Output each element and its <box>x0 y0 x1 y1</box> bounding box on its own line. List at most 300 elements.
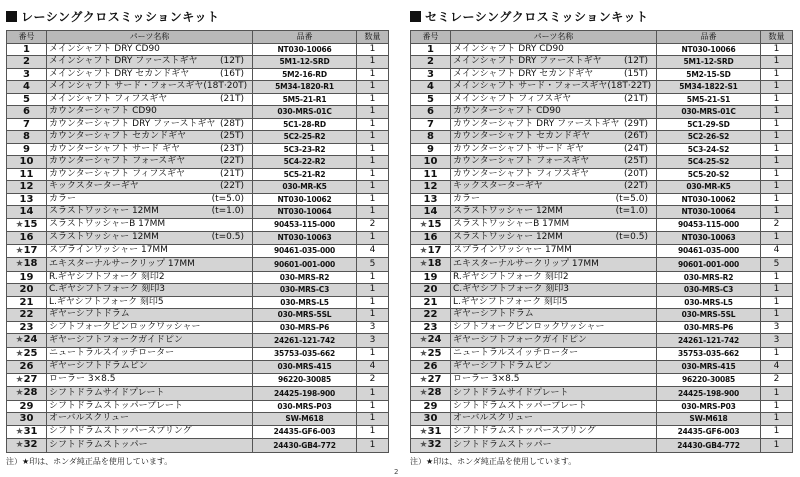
part-name <box>47 296 253 309</box>
part-name <box>451 168 657 181</box>
header-part: 品番 <box>253 31 357 44</box>
row-number <box>411 156 451 169</box>
part-spec: (18T·20T) <box>203 81 248 91</box>
part-spec: (22T) <box>624 181 648 191</box>
quantity: 1 <box>357 131 389 144</box>
quantity: 1 <box>357 425 389 439</box>
part-spec: (26T) <box>624 131 648 141</box>
table-row <box>7 373 389 387</box>
row-number <box>7 43 47 56</box>
part-name-text: カウンターシャフト フィフスギヤ <box>453 168 590 179</box>
part-name-text: カウンターシャフト フォースギヤ <box>49 156 186 166</box>
quantity: 2 <box>761 373 793 387</box>
row-number-text: 28 <box>23 387 38 398</box>
part-name <box>451 309 657 322</box>
table-row <box>411 400 793 413</box>
row-number-text: 19 <box>423 271 438 283</box>
part-spec: (t=5.0) <box>211 193 244 204</box>
quantity: 1 <box>357 118 389 131</box>
quantity: 1 <box>357 413 389 426</box>
part-name <box>451 387 657 401</box>
part-number: 5C3-23-R2 <box>253 143 357 156</box>
quantity: 1 <box>761 296 793 309</box>
part-number: NT030-10062 <box>253 193 357 206</box>
quantity: 4 <box>761 361 793 374</box>
part-number: 030-MRS-5SL <box>657 309 761 322</box>
part-name-text: カウンターシャフト セカンドギヤ <box>453 131 591 141</box>
row-number <box>411 413 451 426</box>
header-qty: 数量 <box>761 31 793 44</box>
part-number: 030-MRS-C3 <box>657 284 761 297</box>
table-row <box>411 309 793 322</box>
row-number-text: 11 <box>423 168 438 180</box>
part-name-text: カウンターシャフト DRY ファーストギヤ <box>49 118 216 129</box>
star-icon: ★ <box>419 335 428 345</box>
quantity: 1 <box>761 387 793 401</box>
row-number-text: 9 <box>427 143 434 155</box>
row-number <box>7 131 47 144</box>
row-number-text: 1 <box>23 43 30 55</box>
row-number <box>411 425 451 439</box>
part-name-text: カウンターシャフト フォースギヤ <box>453 156 590 166</box>
row-number-text: 9 <box>23 143 30 155</box>
part-number: 030-MRS-C3 <box>253 284 357 297</box>
part-name-text: カウンターシャフト DRY ファーストギヤ <box>453 118 620 129</box>
row-number-text: 23 <box>423 321 438 333</box>
quantity: 1 <box>357 309 389 322</box>
quantity: 1 <box>357 56 389 69</box>
table-row <box>411 387 793 401</box>
part-name <box>451 68 657 81</box>
part-number: 24425-198-900 <box>253 387 357 401</box>
row-number-text: 10 <box>19 156 34 167</box>
quantity: 1 <box>357 81 389 94</box>
part-name-text: ニュートラルスイッチローター <box>453 348 579 358</box>
part-name <box>47 400 253 413</box>
row-number <box>7 387 47 401</box>
part-name-text: カラー <box>49 193 77 204</box>
quantity: 1 <box>761 106 793 119</box>
panel-title-text: レーシングクロスミッションキット <box>21 9 220 24</box>
table-row <box>411 321 793 334</box>
part-spec: (15T) <box>624 68 648 79</box>
part-name <box>451 218 657 232</box>
row-number <box>7 334 47 348</box>
part-name-text: スプラインワッシャー 17MM <box>453 245 572 255</box>
part-number: 030-MRS-P03 <box>253 400 357 413</box>
part-number: 90453-115-000 <box>657 218 761 232</box>
parts-table <box>410 30 793 453</box>
row-number-text: 17 <box>23 244 38 256</box>
panel-title <box>6 6 388 26</box>
part-number: 5M1-12-SRD <box>657 56 761 69</box>
quantity: 1 <box>761 68 793 81</box>
part-number: 030-MRS-415 <box>657 361 761 374</box>
part-name <box>47 118 253 131</box>
part-number: 90601-001-000 <box>253 258 357 272</box>
row-number-text: 29 <box>423 400 438 412</box>
table-row <box>7 56 389 69</box>
table-body <box>7 43 389 452</box>
table-row <box>411 206 793 219</box>
part-name-text: カウンターシャフト サード ギヤ <box>49 143 181 154</box>
part-name <box>47 93 253 106</box>
table-row <box>411 244 793 258</box>
part-name-text: ギヤーシフトフォークガイドピン <box>49 334 183 345</box>
quantity: 1 <box>357 68 389 81</box>
part-name-text: メインシャフト フィフスギヤ <box>49 93 168 104</box>
part-name-text: スラストワッシャー 12MM <box>453 206 563 216</box>
star-icon: ★ <box>419 219 428 230</box>
part-name <box>47 347 253 361</box>
part-name <box>451 232 657 245</box>
row-number <box>7 373 47 387</box>
row-number <box>411 106 451 119</box>
quantity: 1 <box>761 131 793 144</box>
row-number-text: 13 <box>423 193 438 205</box>
part-spec: (22T) <box>220 156 244 166</box>
part-name <box>47 43 253 56</box>
row-number-text: 3 <box>427 68 434 80</box>
row-number <box>7 284 47 297</box>
part-number: 24435-GF6-003 <box>657 425 761 439</box>
table-row <box>7 334 389 348</box>
row-number-text: 32 <box>23 439 38 450</box>
part-number: 030-MRS-P03 <box>657 400 761 413</box>
star-icon: ★ <box>419 426 428 437</box>
part-name-text: ギヤーシフトドラム <box>49 309 130 319</box>
star-icon: ★ <box>15 440 24 450</box>
quantity: 1 <box>761 181 793 194</box>
part-spec: (28T) <box>220 118 244 129</box>
part-name-text: カウンターシャフト サード ギヤ <box>453 143 585 154</box>
black-square-icon <box>410 11 421 22</box>
row-number <box>411 271 451 284</box>
table-row <box>7 193 389 206</box>
table-row <box>411 413 793 426</box>
row-number <box>411 296 451 309</box>
row-number <box>7 143 47 156</box>
part-name <box>47 131 253 144</box>
part-name-text: カラー <box>453 193 481 204</box>
row-number <box>411 206 451 219</box>
table-row <box>7 309 389 322</box>
quantity: 1 <box>761 93 793 106</box>
row-number <box>7 56 47 69</box>
row-number <box>411 93 451 106</box>
star-icon: ★ <box>15 348 24 359</box>
quantity: 1 <box>761 81 793 94</box>
table-row <box>7 296 389 309</box>
row-number-text: 3 <box>23 68 30 80</box>
part-name <box>47 361 253 374</box>
star-icon: ★ <box>419 348 428 359</box>
quantity: 1 <box>761 43 793 56</box>
part-name-text: ギヤーシフトドラムピン <box>49 361 148 371</box>
row-number-text: 6 <box>23 106 30 117</box>
part-name <box>47 284 253 297</box>
quantity: 1 <box>357 296 389 309</box>
part-name <box>451 425 657 439</box>
part-name-text: メインシャフト DRY ファーストギヤ <box>453 56 602 66</box>
part-name <box>47 193 253 206</box>
part-name <box>47 373 253 387</box>
part-name-text: シフトドラムストッパー <box>453 439 552 450</box>
row-number-text: 5 <box>427 93 434 105</box>
star-icon: ★ <box>419 259 428 269</box>
quantity: 4 <box>357 361 389 374</box>
part-name <box>451 347 657 361</box>
part-name-text: R.ギヤシフトフォーク 刻印2 <box>453 271 569 282</box>
part-name-text: メインシャフト DRY CD90 <box>453 43 564 54</box>
part-name-text: シフトドラムストッパープレート <box>49 400 183 411</box>
row-number-text: 4 <box>427 81 434 92</box>
part-name <box>451 93 657 106</box>
part-number: 5M2-15-SD <box>657 68 761 81</box>
row-number <box>411 56 451 69</box>
part-name-text: メインシャフト フィフスギヤ <box>453 93 572 104</box>
part-name <box>451 131 657 144</box>
part-name <box>47 258 253 272</box>
part-spec: (t=0.5) <box>211 232 244 242</box>
row-number <box>411 193 451 206</box>
part-name <box>47 387 253 401</box>
part-spec: (t=0.5) <box>615 232 648 242</box>
quantity: 1 <box>357 271 389 284</box>
part-name <box>451 81 657 94</box>
quantity: 1 <box>761 347 793 361</box>
part-name-text: メインシャフト DRY CD90 <box>49 43 160 54</box>
part-number: SW-M618 <box>657 413 761 426</box>
row-number-text: 28 <box>427 387 442 398</box>
quantity: 1 <box>761 156 793 169</box>
table-row <box>411 296 793 309</box>
part-number: 90461-035-000 <box>657 244 761 258</box>
quantity: 2 <box>761 218 793 232</box>
part-name <box>47 413 253 426</box>
table-row <box>411 131 793 144</box>
part-name <box>451 400 657 413</box>
part-name <box>451 296 657 309</box>
quantity: 1 <box>357 168 389 181</box>
table-row <box>411 347 793 361</box>
part-number: 5C1-28-RD <box>253 118 357 131</box>
row-number <box>411 81 451 94</box>
part-name-text: スラストワッシャー 12MM <box>453 232 563 242</box>
part-name-text: シフトフォークピンロックワッシャー <box>49 321 201 332</box>
part-spec: (12T) <box>624 56 648 66</box>
row-number <box>411 258 451 272</box>
table-row <box>7 156 389 169</box>
semi-racing-kit-panel <box>410 6 792 467</box>
part-number: 5M5-21-S1 <box>657 93 761 106</box>
part-number: 030-MRS-415 <box>253 361 357 374</box>
part-name <box>47 68 253 81</box>
part-spec: (21T) <box>220 93 244 104</box>
quantity: 1 <box>761 206 793 219</box>
part-name <box>451 258 657 272</box>
part-number: 24261-121-742 <box>657 334 761 348</box>
part-name <box>47 206 253 219</box>
part-name-text: ローラー 3×8.5 <box>49 374 116 384</box>
table-row <box>7 43 389 56</box>
part-number: 35753-035-662 <box>253 347 357 361</box>
row-number <box>411 118 451 131</box>
row-number-text: 20 <box>423 284 438 295</box>
part-name-text: メインシャフト DRY ファーストギヤ <box>49 56 198 66</box>
part-number: 24425-198-900 <box>657 387 761 401</box>
quantity: 3 <box>761 321 793 334</box>
table-row <box>411 271 793 284</box>
quantity: 1 <box>357 106 389 119</box>
table-row <box>7 361 389 374</box>
row-number <box>7 232 47 245</box>
row-number <box>7 206 47 219</box>
row-number-text: 30 <box>19 413 34 424</box>
row-number <box>411 373 451 387</box>
star-icon: ★ <box>15 426 24 437</box>
quantity: 1 <box>761 425 793 439</box>
quantity: 4 <box>357 244 389 258</box>
row-number-text: 22 <box>423 309 438 320</box>
part-number: NT030-10063 <box>657 232 761 245</box>
part-number: 90601-001-000 <box>657 258 761 272</box>
quantity: 1 <box>357 400 389 413</box>
table-row <box>7 439 389 453</box>
row-number <box>411 244 451 258</box>
part-name <box>451 43 657 56</box>
row-number <box>7 68 47 81</box>
part-name-text: メインシャフト DRY セカンドギヤ <box>453 68 594 79</box>
part-number: 5M34-1822-S1 <box>657 81 761 94</box>
part-number: 030-MRS-01C <box>657 106 761 119</box>
star-icon: ★ <box>15 259 24 269</box>
row-number-text: 21 <box>19 296 34 308</box>
part-name-text: ギヤーシフトドラムピン <box>453 361 552 371</box>
row-number <box>7 347 47 361</box>
quantity: 1 <box>761 232 793 245</box>
quantity: 1 <box>761 400 793 413</box>
part-number: 24430-GB4-772 <box>657 439 761 453</box>
part-spec: (t=5.0) <box>615 193 648 204</box>
star-icon: ★ <box>419 440 428 450</box>
quantity: 1 <box>357 232 389 245</box>
row-number <box>411 143 451 156</box>
row-number-text: 18 <box>23 258 38 269</box>
part-name-text: メインシャフト サード・フォースギヤ <box>453 81 608 91</box>
part-name-text: C.ギヤシフトフォーク 刻印3 <box>49 284 165 294</box>
row-number-text: 16 <box>423 232 438 243</box>
row-number-text: 30 <box>423 413 438 424</box>
star-icon: ★ <box>15 374 24 385</box>
part-name-text: メインシャフト サード・フォースギヤ <box>49 81 204 91</box>
row-number <box>411 131 451 144</box>
part-number: 030-MRS-R2 <box>253 271 357 284</box>
quantity: 4 <box>761 244 793 258</box>
row-number-text: 16 <box>19 232 34 243</box>
part-name <box>451 373 657 387</box>
row-number-text: 24 <box>427 334 442 345</box>
table-row <box>7 258 389 272</box>
quantity: 1 <box>761 413 793 426</box>
row-number-text: 10 <box>423 156 438 167</box>
part-name <box>451 156 657 169</box>
part-number: 030-MRS-P6 <box>657 321 761 334</box>
table-row <box>411 93 793 106</box>
part-number: NT030-10064 <box>253 206 357 219</box>
part-name <box>451 271 657 284</box>
row-number-text: 4 <box>23 81 30 92</box>
part-number: 030-MRS-L5 <box>253 296 357 309</box>
part-number: 5M1-12-SRD <box>253 56 357 69</box>
header-qty: 数量 <box>357 31 389 44</box>
row-number-text: 11 <box>19 168 34 180</box>
part-name-text: スラストワッシャー 12MM <box>49 232 159 242</box>
row-number <box>7 439 47 453</box>
quantity: 1 <box>357 193 389 206</box>
part-number: 5M2-16-RD <box>253 68 357 81</box>
table-row <box>7 118 389 131</box>
part-name-text: オーバルスクリュー <box>453 413 534 423</box>
row-number <box>7 156 47 169</box>
table-row <box>7 93 389 106</box>
part-name <box>451 106 657 119</box>
header-name: パーツ名称 <box>451 31 657 44</box>
row-number-text: 31 <box>427 425 442 437</box>
row-number <box>411 68 451 81</box>
row-number-text: 21 <box>423 296 438 308</box>
part-number: 030-MRS-P6 <box>253 321 357 334</box>
part-name <box>451 361 657 374</box>
header-name: パーツ名称 <box>47 31 253 44</box>
row-number-text: 26 <box>19 361 34 372</box>
quantity: 1 <box>357 93 389 106</box>
row-number-text: 25 <box>23 347 38 359</box>
part-name <box>47 244 253 258</box>
table-row <box>7 143 389 156</box>
panel-title <box>410 6 792 26</box>
row-number <box>7 321 47 334</box>
part-number: 90461-035-000 <box>253 244 357 258</box>
part-spec: (24T) <box>624 143 648 154</box>
star-icon: ★ <box>15 388 24 398</box>
part-name-text: シフトドラムストッパー <box>49 439 148 450</box>
part-name <box>47 181 253 194</box>
part-name-text: カウンターシャフト CD90 <box>453 106 561 116</box>
part-name-text: キックスターターギヤ <box>49 181 139 191</box>
row-number-text: 24 <box>23 334 38 345</box>
part-name-text: スラストワッシャー 12MM <box>49 206 159 216</box>
quantity: 1 <box>357 347 389 361</box>
part-name <box>47 271 253 284</box>
row-number <box>7 413 47 426</box>
part-name <box>451 193 657 206</box>
row-number-text: 27 <box>23 373 38 385</box>
table-row <box>411 156 793 169</box>
table-row <box>7 347 389 361</box>
row-number <box>411 334 451 348</box>
part-name-text: ローラー 3×8.5 <box>453 374 520 384</box>
quantity: 1 <box>357 143 389 156</box>
table-row <box>7 81 389 94</box>
row-number <box>411 181 451 194</box>
table-row <box>7 321 389 334</box>
part-spec: (21T) <box>220 168 244 179</box>
table-row <box>411 439 793 453</box>
part-name <box>47 309 253 322</box>
part-name <box>451 181 657 194</box>
quantity: 1 <box>357 43 389 56</box>
